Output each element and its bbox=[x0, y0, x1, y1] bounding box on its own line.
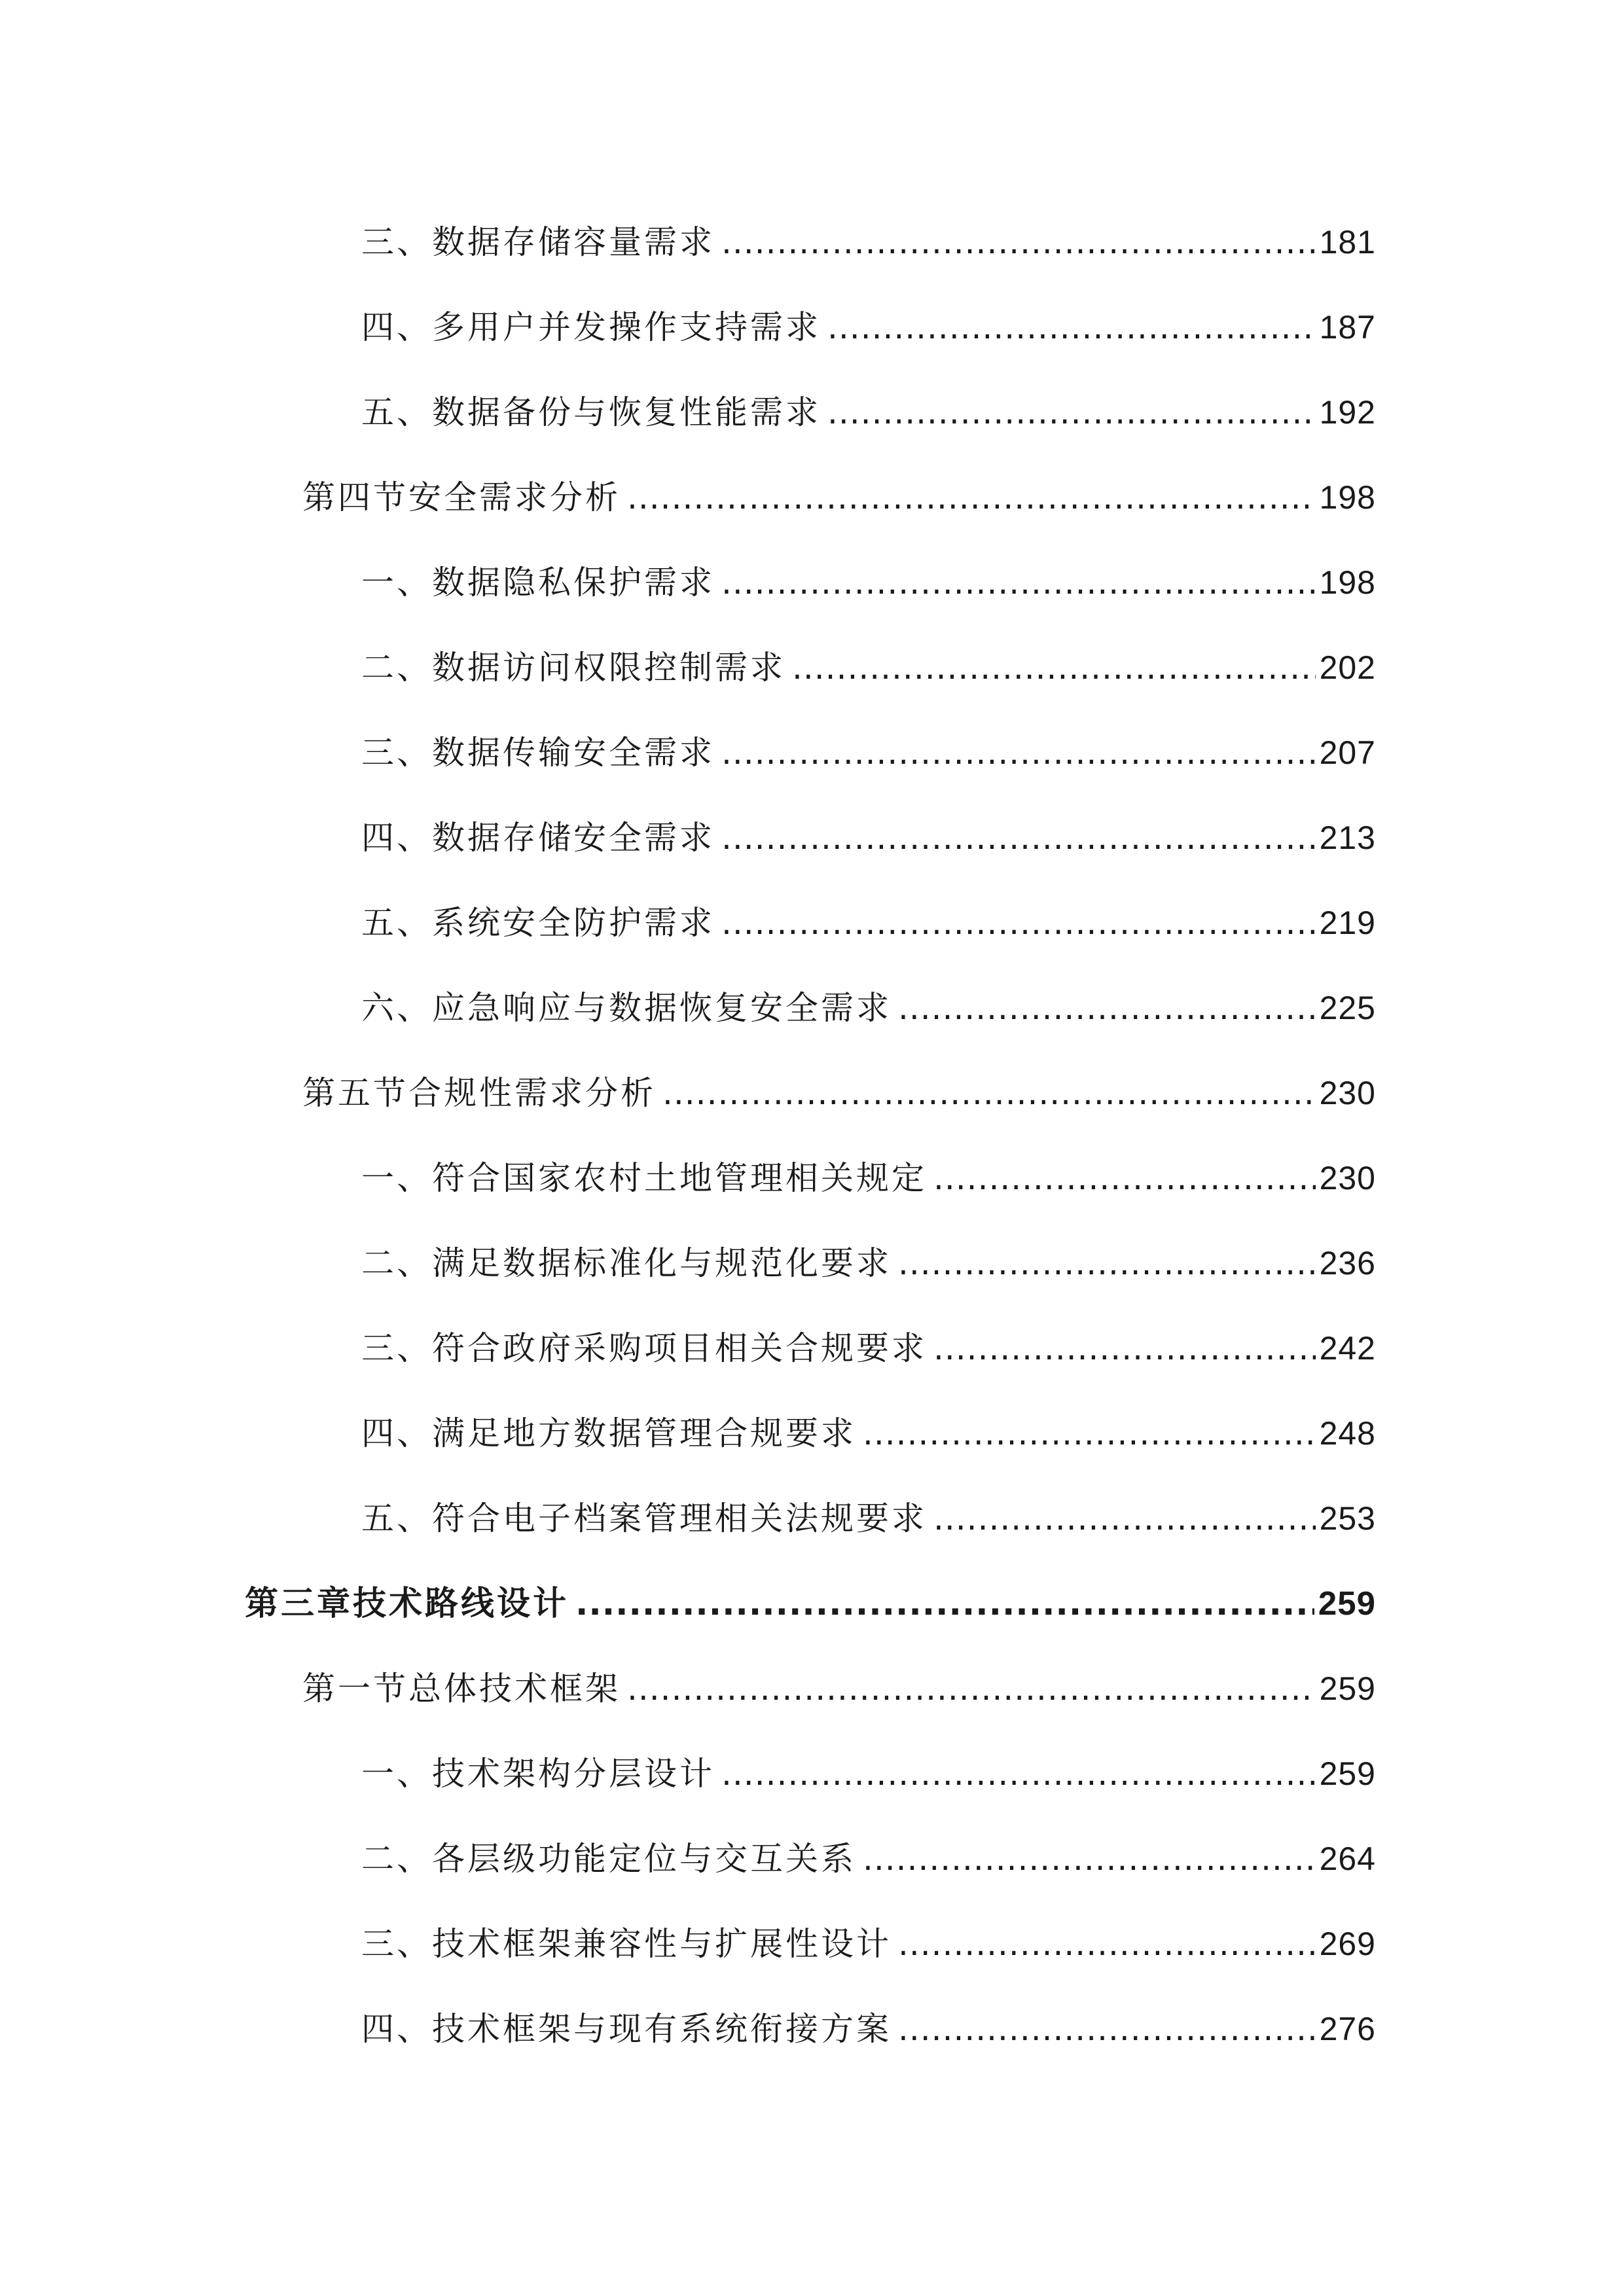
toc-entry-page: 259 bbox=[1319, 1670, 1376, 1707]
toc-entry[interactable] bbox=[361, 556, 1376, 609]
toc-entry[interactable] bbox=[302, 1067, 1376, 1119]
toc-leader-dots bbox=[827, 386, 1316, 439]
toc-entry-title: 二、各层级功能定位与交互关系 bbox=[361, 1840, 856, 1878]
toc-leader-dots bbox=[627, 1662, 1316, 1715]
toc-entry-page: 264 bbox=[1319, 1840, 1376, 1877]
toc-entry-page: 269 bbox=[1319, 1926, 1376, 1962]
toc-leader-dots bbox=[627, 471, 1316, 524]
toc-entry-page: 230 bbox=[1319, 1075, 1376, 1111]
toc-entry[interactable] bbox=[361, 1407, 1376, 1460]
toc-leader-dots bbox=[898, 982, 1316, 1034]
toc-entry-page: 259 bbox=[1318, 1585, 1376, 1622]
toc-entry-title: 第一节总体技术框架 bbox=[302, 1670, 621, 1708]
toc-entry-title: 四、数据存储安全需求 bbox=[361, 819, 715, 857]
toc-entry-page: 225 bbox=[1319, 990, 1376, 1026]
toc-entry[interactable] bbox=[302, 471, 1376, 524]
toc-entry-title: 第五节合规性需求分析 bbox=[302, 1074, 656, 1112]
toc-entry-page: 207 bbox=[1319, 734, 1376, 771]
toc-leader-dots bbox=[721, 1748, 1316, 1800]
toc-leader-dots bbox=[575, 1578, 1314, 1630]
toc-leader-dots bbox=[933, 1322, 1316, 1374]
toc-entry-page: 213 bbox=[1319, 819, 1376, 856]
toc-entry-title: 三、技术框架兼容性与扩展性设计 bbox=[361, 1925, 892, 1963]
toc-entry[interactable] bbox=[361, 2003, 1376, 2055]
toc-entry-page: 276 bbox=[1319, 2011, 1376, 2047]
toc-entry[interactable] bbox=[361, 1152, 1376, 1204]
toc-leader-dots bbox=[933, 1492, 1316, 1545]
toc-entry-page: 236 bbox=[1319, 1245, 1376, 1282]
toc-entry-title: 五、系统安全防护需求 bbox=[361, 904, 715, 942]
toc-leader-dots bbox=[721, 726, 1316, 779]
toc-entry-title: 五、数据备份与恢复性能需求 bbox=[361, 393, 821, 431]
toc-leader-dots bbox=[721, 897, 1316, 949]
toc-entry-title: 第三章技术路线设计 bbox=[245, 1585, 569, 1623]
toc-entry-page: 198 bbox=[1319, 564, 1376, 601]
toc-leader-dots bbox=[792, 641, 1316, 694]
toc-entry-page: 202 bbox=[1319, 649, 1376, 686]
toc-entry-title: 二、数据访问权限控制需求 bbox=[361, 649, 785, 687]
toc-entry[interactable] bbox=[361, 1748, 1376, 1800]
toc-entry[interactable] bbox=[361, 982, 1376, 1034]
toc-entry[interactable] bbox=[361, 386, 1376, 439]
toc-leader-dots bbox=[721, 556, 1316, 609]
toc-leader-dots bbox=[863, 1407, 1316, 1460]
toc-leader-dots bbox=[721, 812, 1316, 864]
toc-entry-page: 181 bbox=[1319, 224, 1376, 260]
toc-entry-title: 第四节安全需求分析 bbox=[302, 478, 621, 516]
toc-leader-dots bbox=[933, 1152, 1316, 1204]
toc-entry-title: 一、符合国家农村土地管理相关规定 bbox=[361, 1159, 927, 1197]
toc-leader-dots bbox=[721, 216, 1316, 268]
toc-entry[interactable] bbox=[361, 1237, 1376, 1289]
toc-entry-title: 六、应急响应与数据恢复安全需求 bbox=[361, 989, 892, 1027]
toc-entry-page: 198 bbox=[1319, 479, 1376, 516]
toc-entry[interactable] bbox=[361, 726, 1376, 779]
toc-entry-title: 二、满足数据标准化与规范化要求 bbox=[361, 1244, 892, 1282]
toc-entry-page: 248 bbox=[1319, 1415, 1376, 1452]
toc-entry-page: 242 bbox=[1319, 1330, 1376, 1367]
toc-leader-dots bbox=[898, 2003, 1316, 2055]
toc-entry-page: 192 bbox=[1319, 394, 1376, 431]
toc-leader-dots bbox=[662, 1067, 1316, 1119]
toc-entry[interactable] bbox=[245, 1577, 1376, 1630]
toc-entry-title: 四、多用户并发操作支持需求 bbox=[361, 308, 821, 346]
toc-entry-title: 四、满足地方数据管理合规要求 bbox=[361, 1414, 856, 1452]
toc-entry-title: 一、数据隐私保护需求 bbox=[361, 564, 715, 601]
toc-entry-title: 四、技术框架与现有系统衔接方案 bbox=[361, 2010, 892, 2048]
toc-entry-page: 187 bbox=[1319, 309, 1376, 346]
toc-leader-dots bbox=[898, 1918, 1316, 1970]
toc-entry-page: 230 bbox=[1319, 1160, 1376, 1196]
toc-entry-title: 三、符合政府采购项目相关合规要求 bbox=[361, 1329, 927, 1367]
toc-entry[interactable] bbox=[361, 641, 1376, 694]
toc-leader-dots bbox=[863, 1833, 1316, 1885]
toc-entry[interactable] bbox=[361, 1322, 1376, 1374]
toc-leader-dots bbox=[898, 1237, 1316, 1289]
toc-entry-title: 一、技术架构分层设计 bbox=[361, 1755, 715, 1793]
toc-entry-title: 三、数据传输安全需求 bbox=[361, 734, 715, 772]
toc-entry-page: 259 bbox=[1319, 1755, 1376, 1792]
toc-entry[interactable] bbox=[361, 1918, 1376, 1970]
toc-entry[interactable] bbox=[361, 216, 1376, 268]
toc-entry[interactable] bbox=[361, 1833, 1376, 1885]
toc-entry-page: 219 bbox=[1319, 905, 1376, 941]
toc-entry-title: 五、符合电子档案管理相关法规要求 bbox=[361, 1499, 927, 1537]
toc-entry[interactable] bbox=[361, 1492, 1376, 1545]
toc-entry[interactable] bbox=[361, 301, 1376, 353]
toc-leader-dots bbox=[827, 301, 1316, 353]
toc-entry[interactable] bbox=[302, 1662, 1376, 1715]
toc-entry[interactable] bbox=[361, 812, 1376, 864]
toc-entry-page: 253 bbox=[1319, 1500, 1376, 1537]
toc-entry-title: 三、数据存储容量需求 bbox=[361, 223, 715, 261]
toc-entry[interactable] bbox=[361, 897, 1376, 949]
